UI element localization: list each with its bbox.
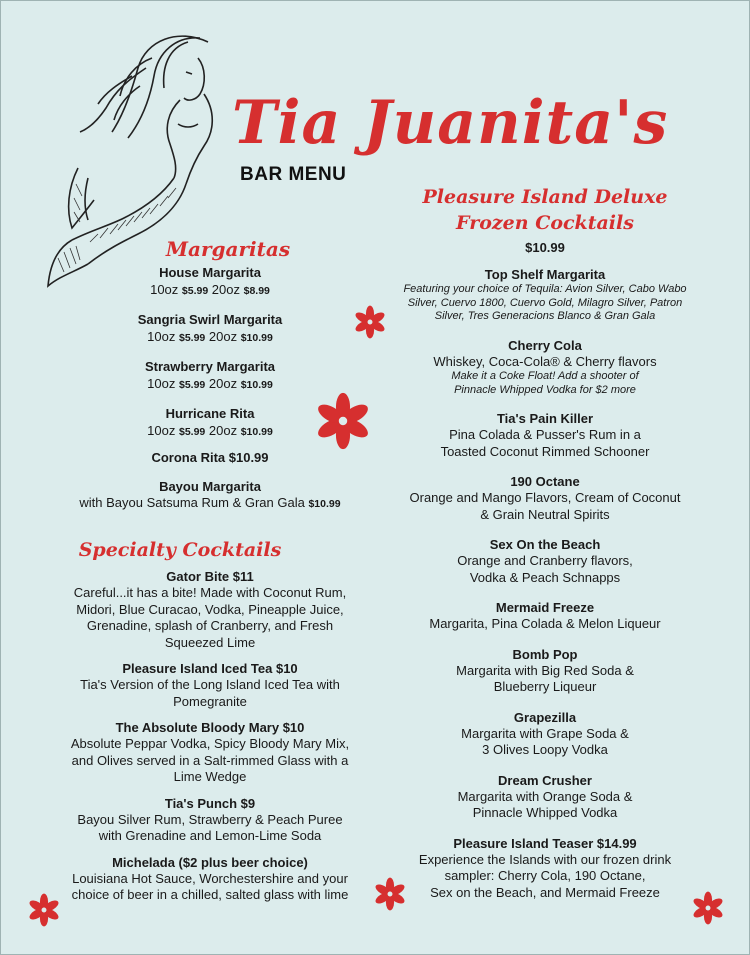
frozen-name: Pleasure Island Teaser $14.99 <box>453 835 637 851</box>
frozen-desc: Experience the Islands with our frozen drink <box>418 851 672 867</box>
specialty-desc: and Olives served in a Salt-rimmed Glass with a <box>71 752 349 768</box>
specialty-desc: Louisiana Hot Sauce, Worchestershire and your <box>72 870 348 886</box>
frozen-item <box>392 646 698 696</box>
price: $8.99 <box>243 285 270 297</box>
specialty-name: Pleasure Island Iced Tea $10 <box>122 661 298 676</box>
frozen-name: Bomb Pop <box>512 646 578 662</box>
frozen-desc: Pina Colada & Pusser's Rum in a <box>449 427 641 442</box>
brand-title: Tia Juanita's <box>232 88 669 158</box>
bayou-margarita-price: $10.99 <box>308 498 341 510</box>
frozen-note: Featuring your choice of Tequila: Avion Silver, Cabo Wabo <box>403 283 687 295</box>
size-label: 10oz <box>147 376 179 391</box>
frozen-list <box>392 266 698 901</box>
size-label: 20oz <box>205 423 241 438</box>
margarita-item <box>40 358 380 394</box>
frozen-desc: Margarita with Grape Soda & <box>461 725 629 741</box>
size-label: 10oz <box>147 423 179 438</box>
specialty-item <box>40 719 380 786</box>
specialty-item <box>40 795 380 845</box>
specialty-desc: with Grenadine and Lemon-Lime Soda <box>98 828 322 843</box>
size-label: 20oz <box>208 282 244 297</box>
frozen-desc: 3 Olives Loopy Vodka <box>482 742 608 757</box>
frozen-desc: Whiskey, Coca-Cola® & Cherry flavors <box>433 353 657 369</box>
frozen-desc: Blueberry Liqueur <box>493 679 597 694</box>
margarita-item <box>40 264 380 300</box>
specialty-desc: Tia's Version of the Long Island Iced Tea with <box>80 677 340 692</box>
specialty-desc: Lime Wedge <box>173 769 247 784</box>
frozen-name: Top Shelf Margarita <box>484 267 606 282</box>
specialty-item <box>40 660 380 710</box>
specialty-heading: Specialty Cocktails <box>78 539 282 561</box>
price: $10.99 <box>240 332 273 344</box>
frozen-item <box>392 536 698 586</box>
frozen-item <box>392 266 698 324</box>
margarita-prices <box>40 328 380 347</box>
specialty-desc: Careful...it has a bite! Made with Coconut Rum, <box>73 585 347 600</box>
margarita-name: Sangria Swirl Margarita <box>137 312 283 327</box>
frozen-desc: Orange and Mango Flavors, Cream of Coconut <box>409 490 681 505</box>
flower-icon <box>690 890 726 926</box>
frozen-note: Pinnacle Whipped Vodka for $2 more <box>454 383 636 396</box>
frozen-desc: Margarita with Orange Soda & <box>457 788 633 804</box>
margaritas-heading: Margaritas <box>165 237 291 261</box>
frozen-name: Grapezilla <box>513 709 577 725</box>
frozen-name: Dream Crusher <box>498 772 592 788</box>
specialty-item <box>40 854 380 904</box>
specialty-desc: Grenadine, splash of Cranberry, and Fresh <box>86 618 334 633</box>
specialty-name: The Absolute Bloody Mary $10 <box>115 720 305 735</box>
frozen-heading-line1: Pleasure Island Deluxe <box>422 186 668 208</box>
specialty-name: Tia's Punch $9 <box>164 795 256 811</box>
frozen-name: Cherry Cola <box>508 337 582 353</box>
frozen-item <box>392 772 698 822</box>
specialty-desc: Squeezed Lime <box>164 634 256 650</box>
frozen-desc: sampler: Cherry Cola, 190 Octane, <box>444 868 646 883</box>
frozen-price: $10.99 <box>525 240 565 255</box>
specialty-desc: Pomegranite <box>173 693 247 709</box>
frozen-desc: Sex on the Beach, and Mermaid Freeze <box>430 884 660 900</box>
specialty-desc: choice of beer in a chilled, salted glass with lime <box>71 887 349 902</box>
size-label: 20oz <box>205 329 241 344</box>
price: $5.99 <box>178 332 206 344</box>
frozen-name: 190 Octane <box>510 474 580 489</box>
frozen-name: Sex On the Beach <box>489 537 601 552</box>
frozen-heading-line2: Frozen Cocktails <box>456 212 634 234</box>
brand-subtitle: BAR MENU <box>240 164 347 185</box>
frozen-name: Mermaid Freeze <box>495 600 595 615</box>
frozen-name: Tia's Pain Killer <box>496 411 594 426</box>
price: $5.99 <box>178 379 206 391</box>
frozen-note: Silver, Tres Generacions Blanco & Gran Gala <box>434 310 656 322</box>
frozen-desc: Pinnacle Whipped Vodka <box>472 805 618 820</box>
frozen-note: Silver, Cuervo 1800, Cuervo Gold, Milagro Silver, Patron <box>407 296 683 309</box>
price: $10.99 <box>240 426 273 438</box>
frozen-item <box>392 599 698 633</box>
margarita-prices <box>40 281 380 300</box>
frozen-item <box>392 709 698 759</box>
frozen-item <box>392 835 698 902</box>
size-label: 10oz <box>147 329 179 344</box>
specialty-section <box>40 536 380 904</box>
flower-icon <box>26 892 62 928</box>
price: $10.99 <box>240 379 273 391</box>
corona-rita-name: Corona Rita $10.99 <box>151 450 269 465</box>
frozen-section <box>392 184 698 901</box>
size-label: 20oz <box>205 376 241 391</box>
price: $5.99 <box>181 285 209 297</box>
bayou-margarita-name: Bayou Margarita <box>159 479 261 494</box>
flower-icon <box>312 390 374 452</box>
frozen-desc: Toasted Coconut Rimmed Schooner <box>440 443 650 459</box>
flower-icon <box>372 876 408 912</box>
margarita-name: House Margarita <box>159 265 261 280</box>
margarita-name: Hurricane Rita <box>165 406 255 421</box>
frozen-item <box>392 473 698 523</box>
bayou-margarita-desc: with Bayou Satsuma Rum & Gran Gala <box>79 495 305 510</box>
specialty-name: Gator Bite $11 <box>166 569 254 584</box>
specialty-name: Michelada ($2 plus beer choice) <box>112 854 308 870</box>
size-label: 10oz <box>150 282 182 297</box>
specialty-desc: Midori, Blue Curacao, Vodka, Pineapple Juice, <box>76 601 344 617</box>
margaritas-section <box>40 236 380 513</box>
bayou-margarita-item <box>40 478 380 513</box>
price: $5.99 <box>178 426 206 438</box>
margarita-name: Strawberry Margarita <box>144 359 276 374</box>
frozen-desc: Margarita with Big Red Soda & <box>456 662 634 678</box>
margarita-item <box>40 311 380 347</box>
specialty-list <box>40 568 380 904</box>
specialty-item <box>40 568 380 651</box>
frozen-item <box>392 410 698 460</box>
frozen-desc: Vodka & Peach Schnapps <box>469 569 621 585</box>
frozen-desc: Margarita, Pina Colada & Melon Liqueur <box>429 616 661 631</box>
frozen-note: Make it a Coke Float! Add a shooter of <box>451 370 639 382</box>
specialty-desc: Absolute Peppar Vodka, Spicy Bloody Mary Mix, <box>70 736 350 751</box>
frozen-item <box>392 337 698 398</box>
frozen-desc: & Grain Neutral Spirits <box>480 506 610 522</box>
frozen-desc: Orange and Cranberry flavors, <box>457 553 633 568</box>
specialty-desc: Bayou Silver Rum, Strawberry & Peach Puree <box>77 811 343 827</box>
flower-icon <box>352 304 388 340</box>
